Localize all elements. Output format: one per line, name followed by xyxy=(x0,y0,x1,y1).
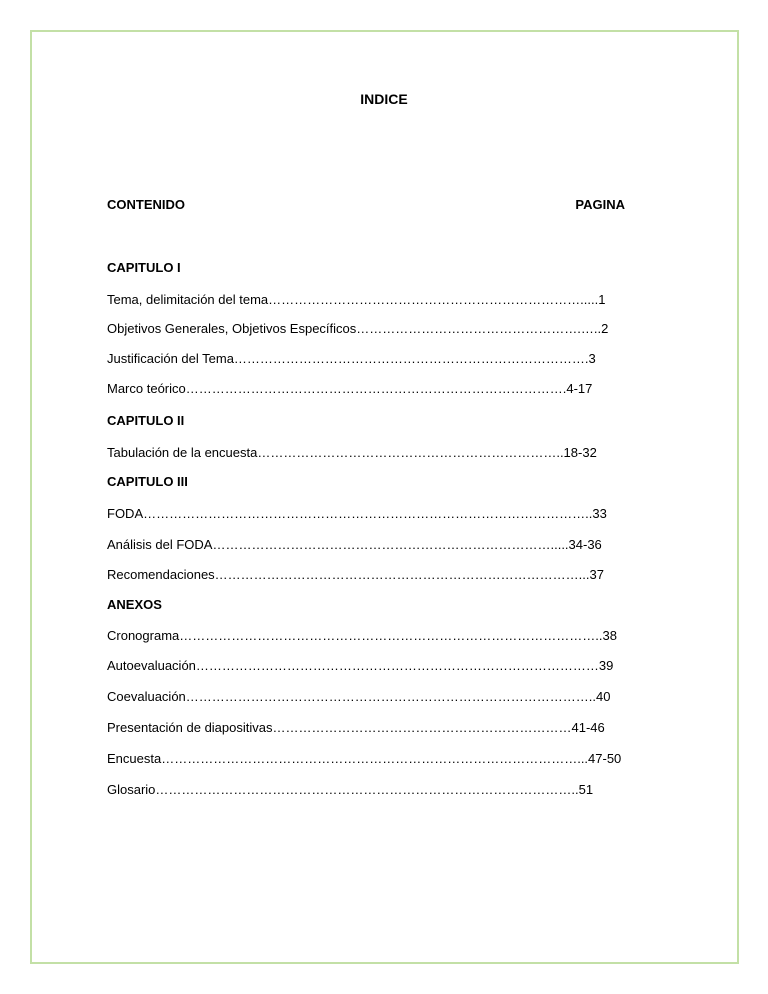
toc-section-capitulo-3: CAPITULO III xyxy=(107,474,188,489)
toc-entry-coevaluacion: Coevaluación…………………………………………………………………………………..40 xyxy=(107,689,611,704)
toc-section-capitulo-1: CAPITULO I xyxy=(107,260,181,275)
page-title xyxy=(0,91,768,107)
toc-entry-foda: FODA…………………………………………………………………………………………..33 xyxy=(107,506,607,521)
toc-entry-presentacion: Presentación de diapositivas……………………………………………………………41-46 xyxy=(107,720,605,735)
toc-entry-objetivos: Objetivos Generales, Objetivos Específicos…………………………………………….…..2 xyxy=(107,321,609,336)
toc-entry-encuesta: Encuesta……………………………………………………………………………………...47-50 xyxy=(107,751,622,766)
toc-entry-justificacion: Justificación del Tema……………………………………………………………………….3 xyxy=(107,351,596,366)
toc-section-anexos: ANEXOS xyxy=(107,597,162,612)
page-border xyxy=(30,30,739,964)
toc-entry-cronograma: Cronograma……………………………………………………………………………………..38 xyxy=(107,628,617,643)
page-title-text: INDICE xyxy=(360,91,408,107)
toc-section-capitulo-2: CAPITULO II xyxy=(107,413,185,428)
toc-header xyxy=(107,197,625,212)
toc-entry-glosario: Glosario……………………………………………………………………………………..51 xyxy=(107,782,594,797)
toc-entry-tabulacion: Tabulación de la encuesta……………………………………………………………..18-32 xyxy=(107,445,597,460)
header-contenido: CONTENIDO xyxy=(107,197,185,212)
toc-entry-autoevaluacion: Autoevaluación…………………………………………………………………………………39 xyxy=(107,658,614,673)
toc-entry-recomendaciones: Recomendaciones…………………………………………………………………………...37 xyxy=(107,567,604,582)
header-pagina: PAGINA xyxy=(575,197,625,212)
toc-entry-analisis-foda: Análisis del FODA…………………………………………………………………….....34-36 xyxy=(107,537,602,552)
toc-entry-tema: Tema, delimitación del tema……………………………………………………………….....1 xyxy=(107,292,606,307)
toc-entry-marco-teorico: Marco teórico…………………………………………………………………………….4-17 xyxy=(107,381,593,396)
